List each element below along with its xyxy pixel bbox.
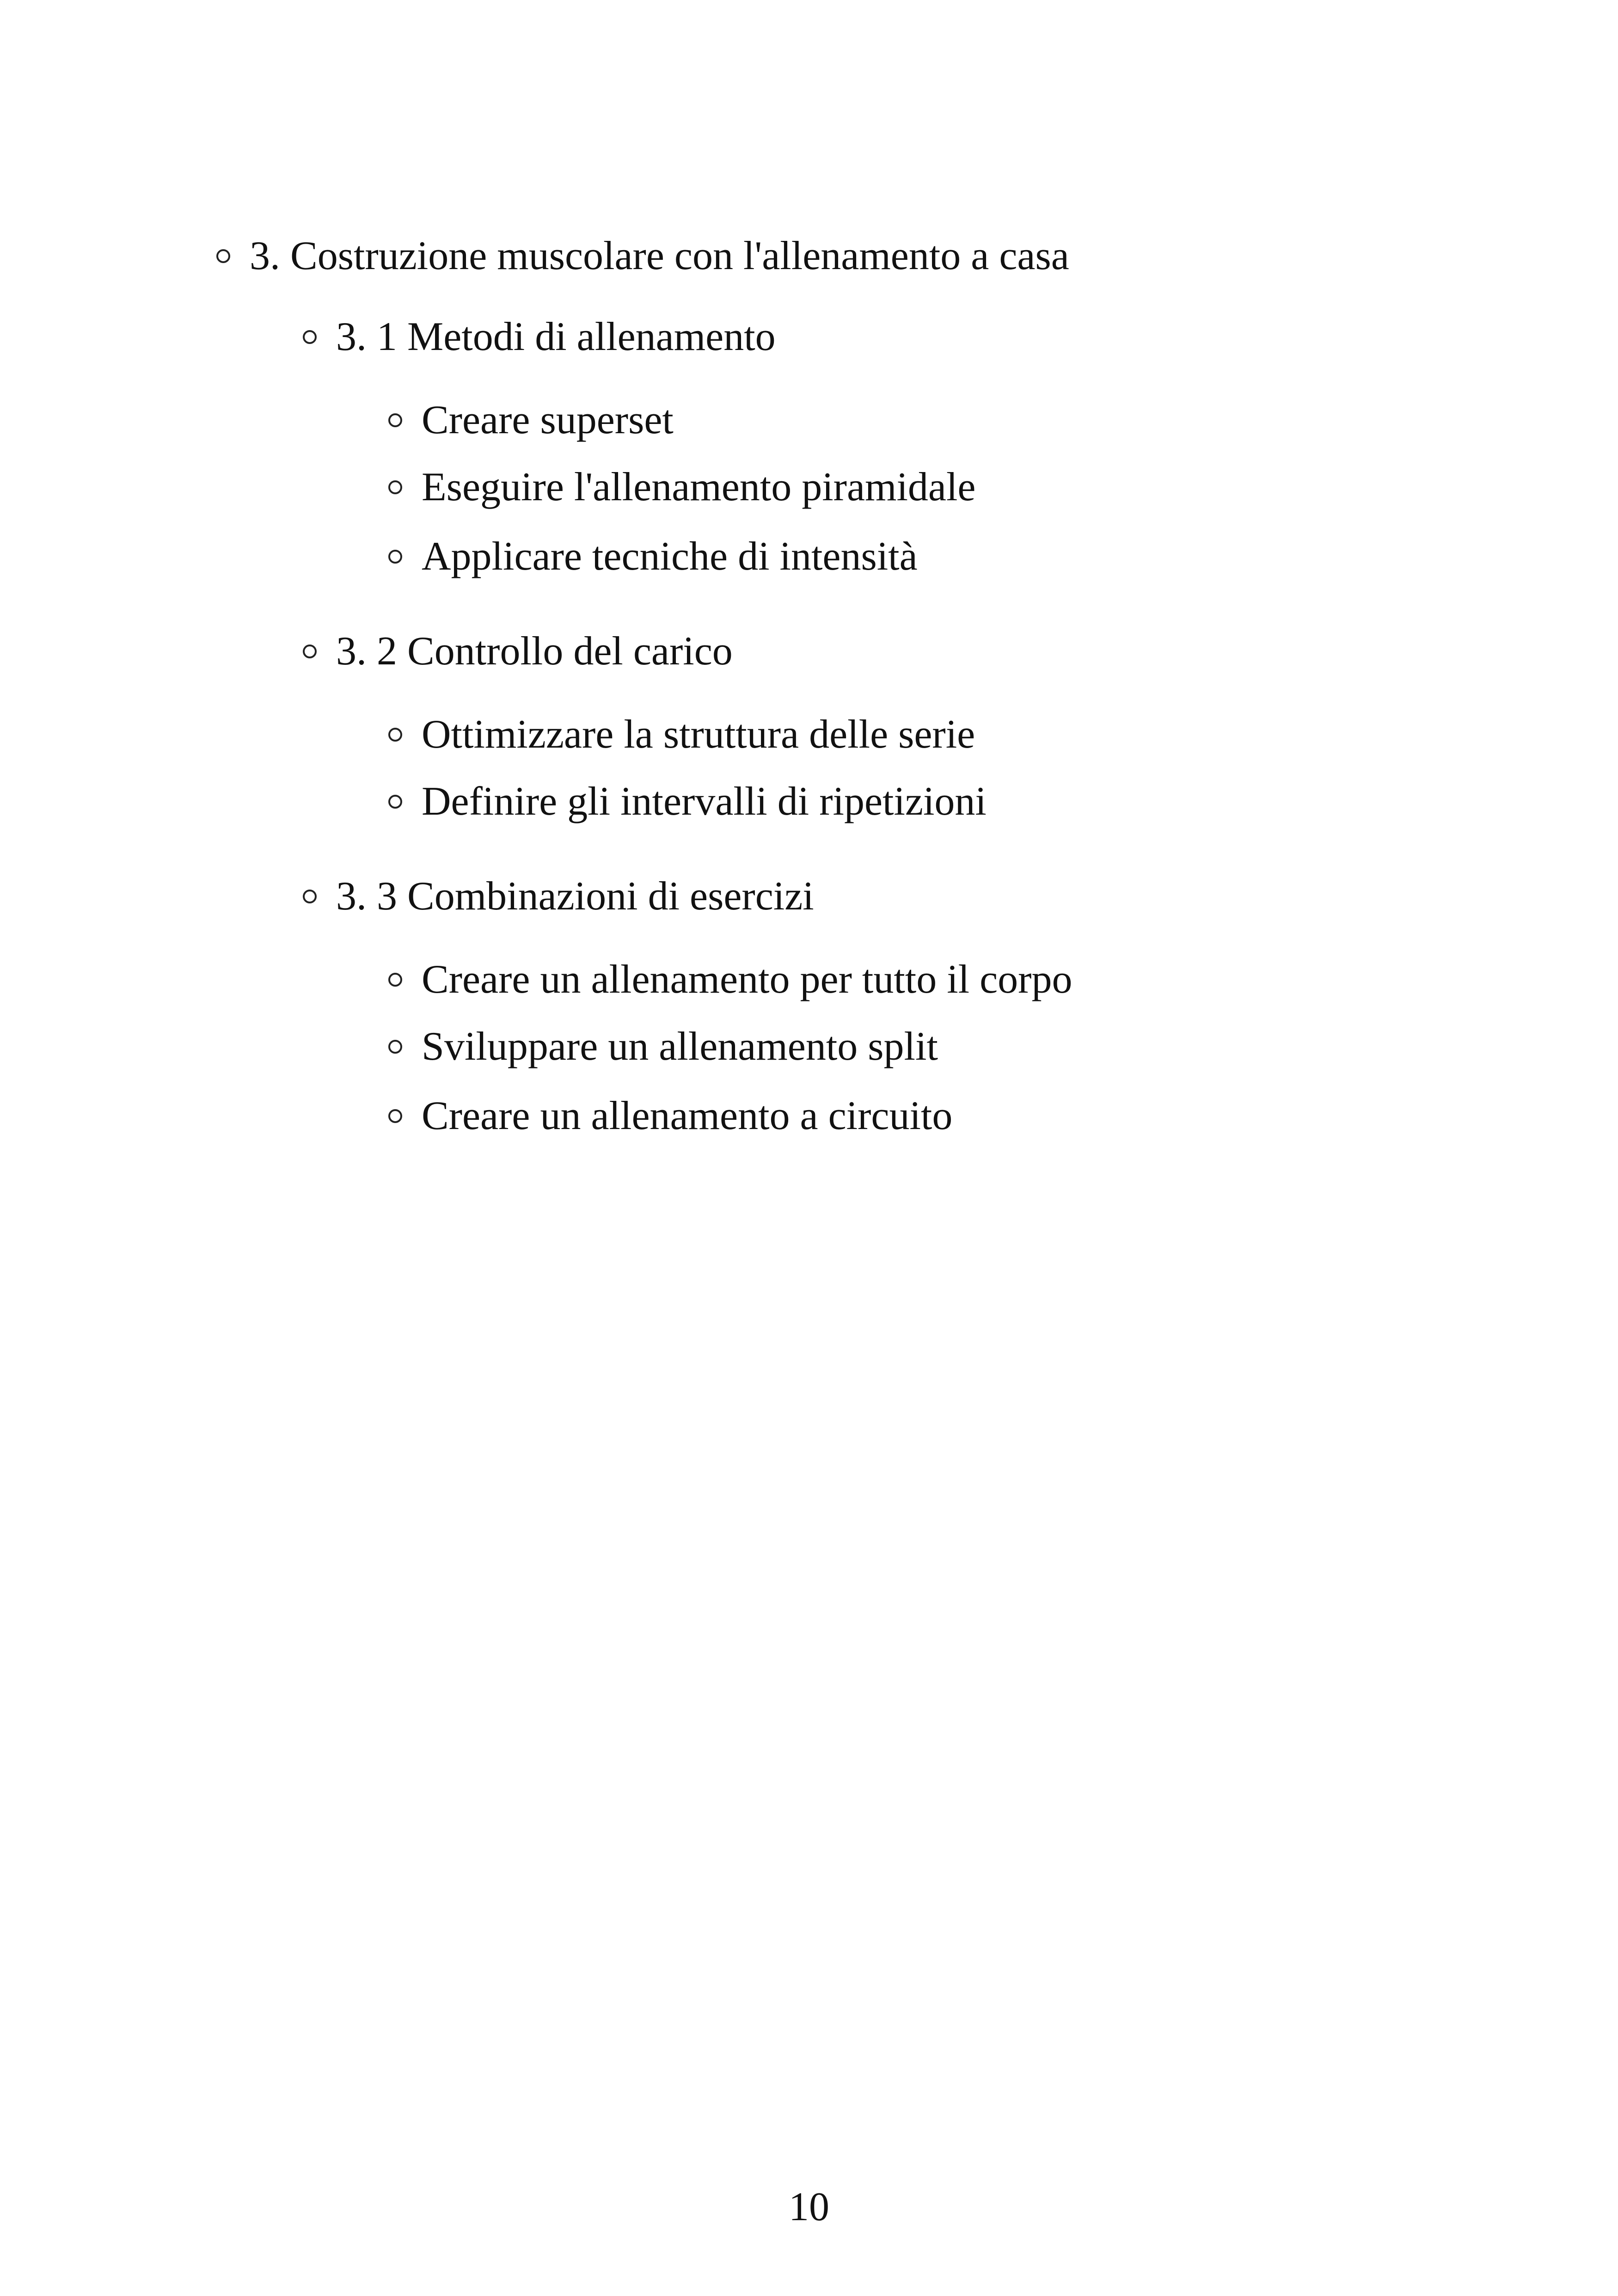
toc-chapter-label: 3. Costruzione muscolare con l'allenamento a casa — [250, 233, 1069, 278]
circle-bullet-icon — [388, 480, 402, 494]
circle-bullet-icon — [388, 550, 402, 564]
toc-item-label: Creare superset — [422, 398, 674, 442]
toc-section-entry — [303, 631, 733, 672]
toc-section-entry — [303, 876, 814, 917]
circle-bullet-icon — [388, 973, 402, 987]
toc-item-entry — [388, 959, 1072, 1000]
circle-bullet-icon — [388, 795, 402, 809]
toc-item-entry — [388, 714, 975, 755]
toc-item-entry — [388, 536, 918, 577]
circle-bullet-icon — [388, 1109, 402, 1123]
toc-item-entry — [388, 467, 975, 508]
toc-section-entry — [303, 314, 776, 359]
circle-bullet-icon — [303, 645, 317, 658]
toc-section-label: 3. 2 Controllo del carico — [336, 629, 733, 674]
toc-item-entry — [388, 781, 987, 822]
circle-bullet-icon — [303, 330, 317, 344]
toc-item-label: Sviluppare un allenamento split — [422, 1024, 938, 1069]
circle-bullet-icon — [388, 728, 402, 742]
circle-bullet-icon — [303, 890, 317, 903]
toc-chapter-entry — [216, 233, 1069, 278]
toc-item-entry — [388, 1026, 938, 1067]
circle-bullet-icon — [388, 1040, 402, 1054]
circle-bullet-icon — [216, 249, 230, 263]
toc-item-label: Eseguire l'allenamento piramidale — [422, 465, 976, 510]
circle-bullet-icon — [388, 413, 402, 427]
toc-section-label: 3. 3 Combinazioni di esercizi — [336, 874, 814, 919]
toc-item-label: Applicare tecniche di intensità — [422, 534, 918, 579]
toc-section-label: 3. 1 Metodi di allenamento — [336, 314, 776, 359]
toc-item-label: Ottimizzare la struttura delle serie — [422, 712, 975, 757]
toc-item-entry — [388, 1093, 953, 1138]
toc-item-label: Creare un allenamento per tutto il corpo — [422, 957, 1073, 1002]
toc-item-label: Creare un allenamento a circuito — [422, 1093, 953, 1138]
toc-item-label: Definire gli intervalli di ripetizioni — [422, 779, 987, 824]
toc-item-entry — [388, 400, 674, 441]
page-number: 10 — [789, 2185, 829, 2229]
